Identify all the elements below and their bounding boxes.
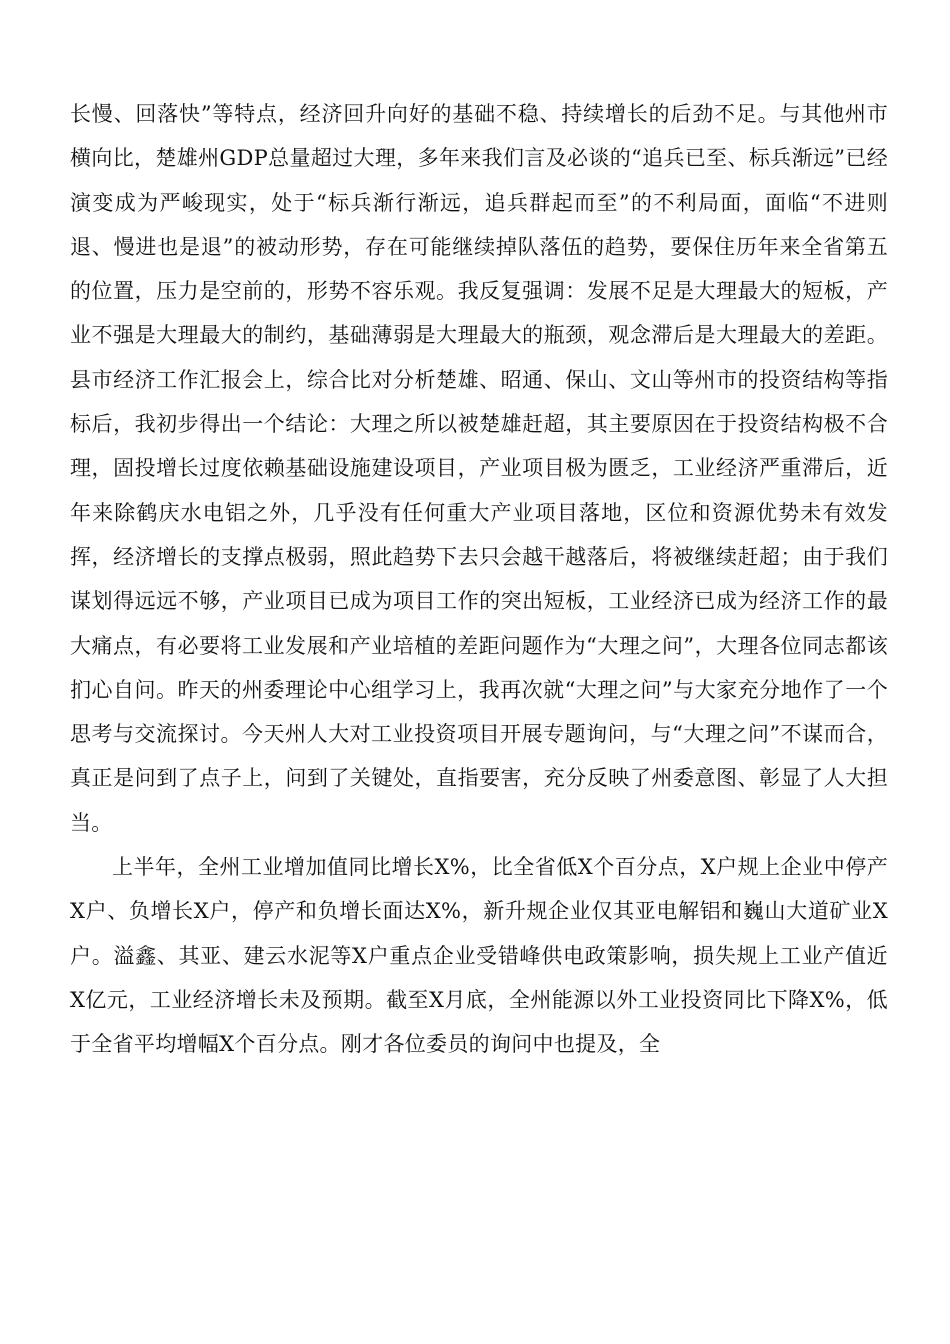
document-page [70, 92, 888, 1067]
body-paragraph-2: 上半年，全州工业增加值同比增长X%，比全省低X个百分点，X户规上企业中停产X户、负增长X户，停产和负增长面达X%，新升规企业仅其亚电解铝和巍山大道矿业X户。溢鑫、其亚、建云水泥等X户重点企业受错峰供电政策影响，损失规上工业产值近X亿元，工业经济增长未及预期。截至X月底，全州能源以外工业投资同比下降X%，低于全省平均增幅X个百分点。刚才各位委员的询问中也提及，全 [70, 855, 888, 1057]
body-paragraph-1: 长慢、回落快”等特点，经济回升向好的基础不稳、持续增长的后劲不足。与其他州市横向比，楚雄州GDP总量超过大理，多年来我们言及必谈的“追兵已至、标兵渐远”已经演变成为严峻现实，处于“标兵渐行渐远，追兵群起而至”的不利局面，面临“不进则退、慢进也是退”的被动形势，存在可能继续掉队落伍的趋势，要保住历年来全省第五的位置，压力是空前的，形势不容乐观。我反复强调：发展不足是大理最大的短板，产业不强是大理最大的制约，基础薄弱是大理最大的瓶颈，观念滞后是大理最大的差距。县市经济工作汇报会上，综合比对分析楚雄、昭通、保山、文山等州市的投资结构等指标后，我初步得出一个结论：大理之所以被楚雄赶超，其主要原因在于投资结构极不合理，固投增长过度依赖基础设施建设项目，产业项目极为匮乏，工业经济严重滞后，近年来除鹤庆水电铝之外，几乎没有任何重大产业项目落地，区位和资源优势未有效发挥，经济增长的支撑点极弱，照此趋势下去只会越干越落后，将被继续赶超；由于我们谋划得远远不够，产业项目已成为项目工作的突出短板，工业经济已成为经济工作的最大痛点，有必要将工业发展和产业培植的差距问题作为“大理之问”，大理各位同志都该扪心自问。昨天的州委理论中心组学习上，我再次就“大理之问”与大家充分地作了一个思考与交流探讨。今天州人大对工业投资项目开展专题询问，与“大理之问”不谋而合，真正是问到了点子上，问到了关键处，直指要害，充分反映了州委意图、彰显了人大担当。 [70, 102, 888, 835]
